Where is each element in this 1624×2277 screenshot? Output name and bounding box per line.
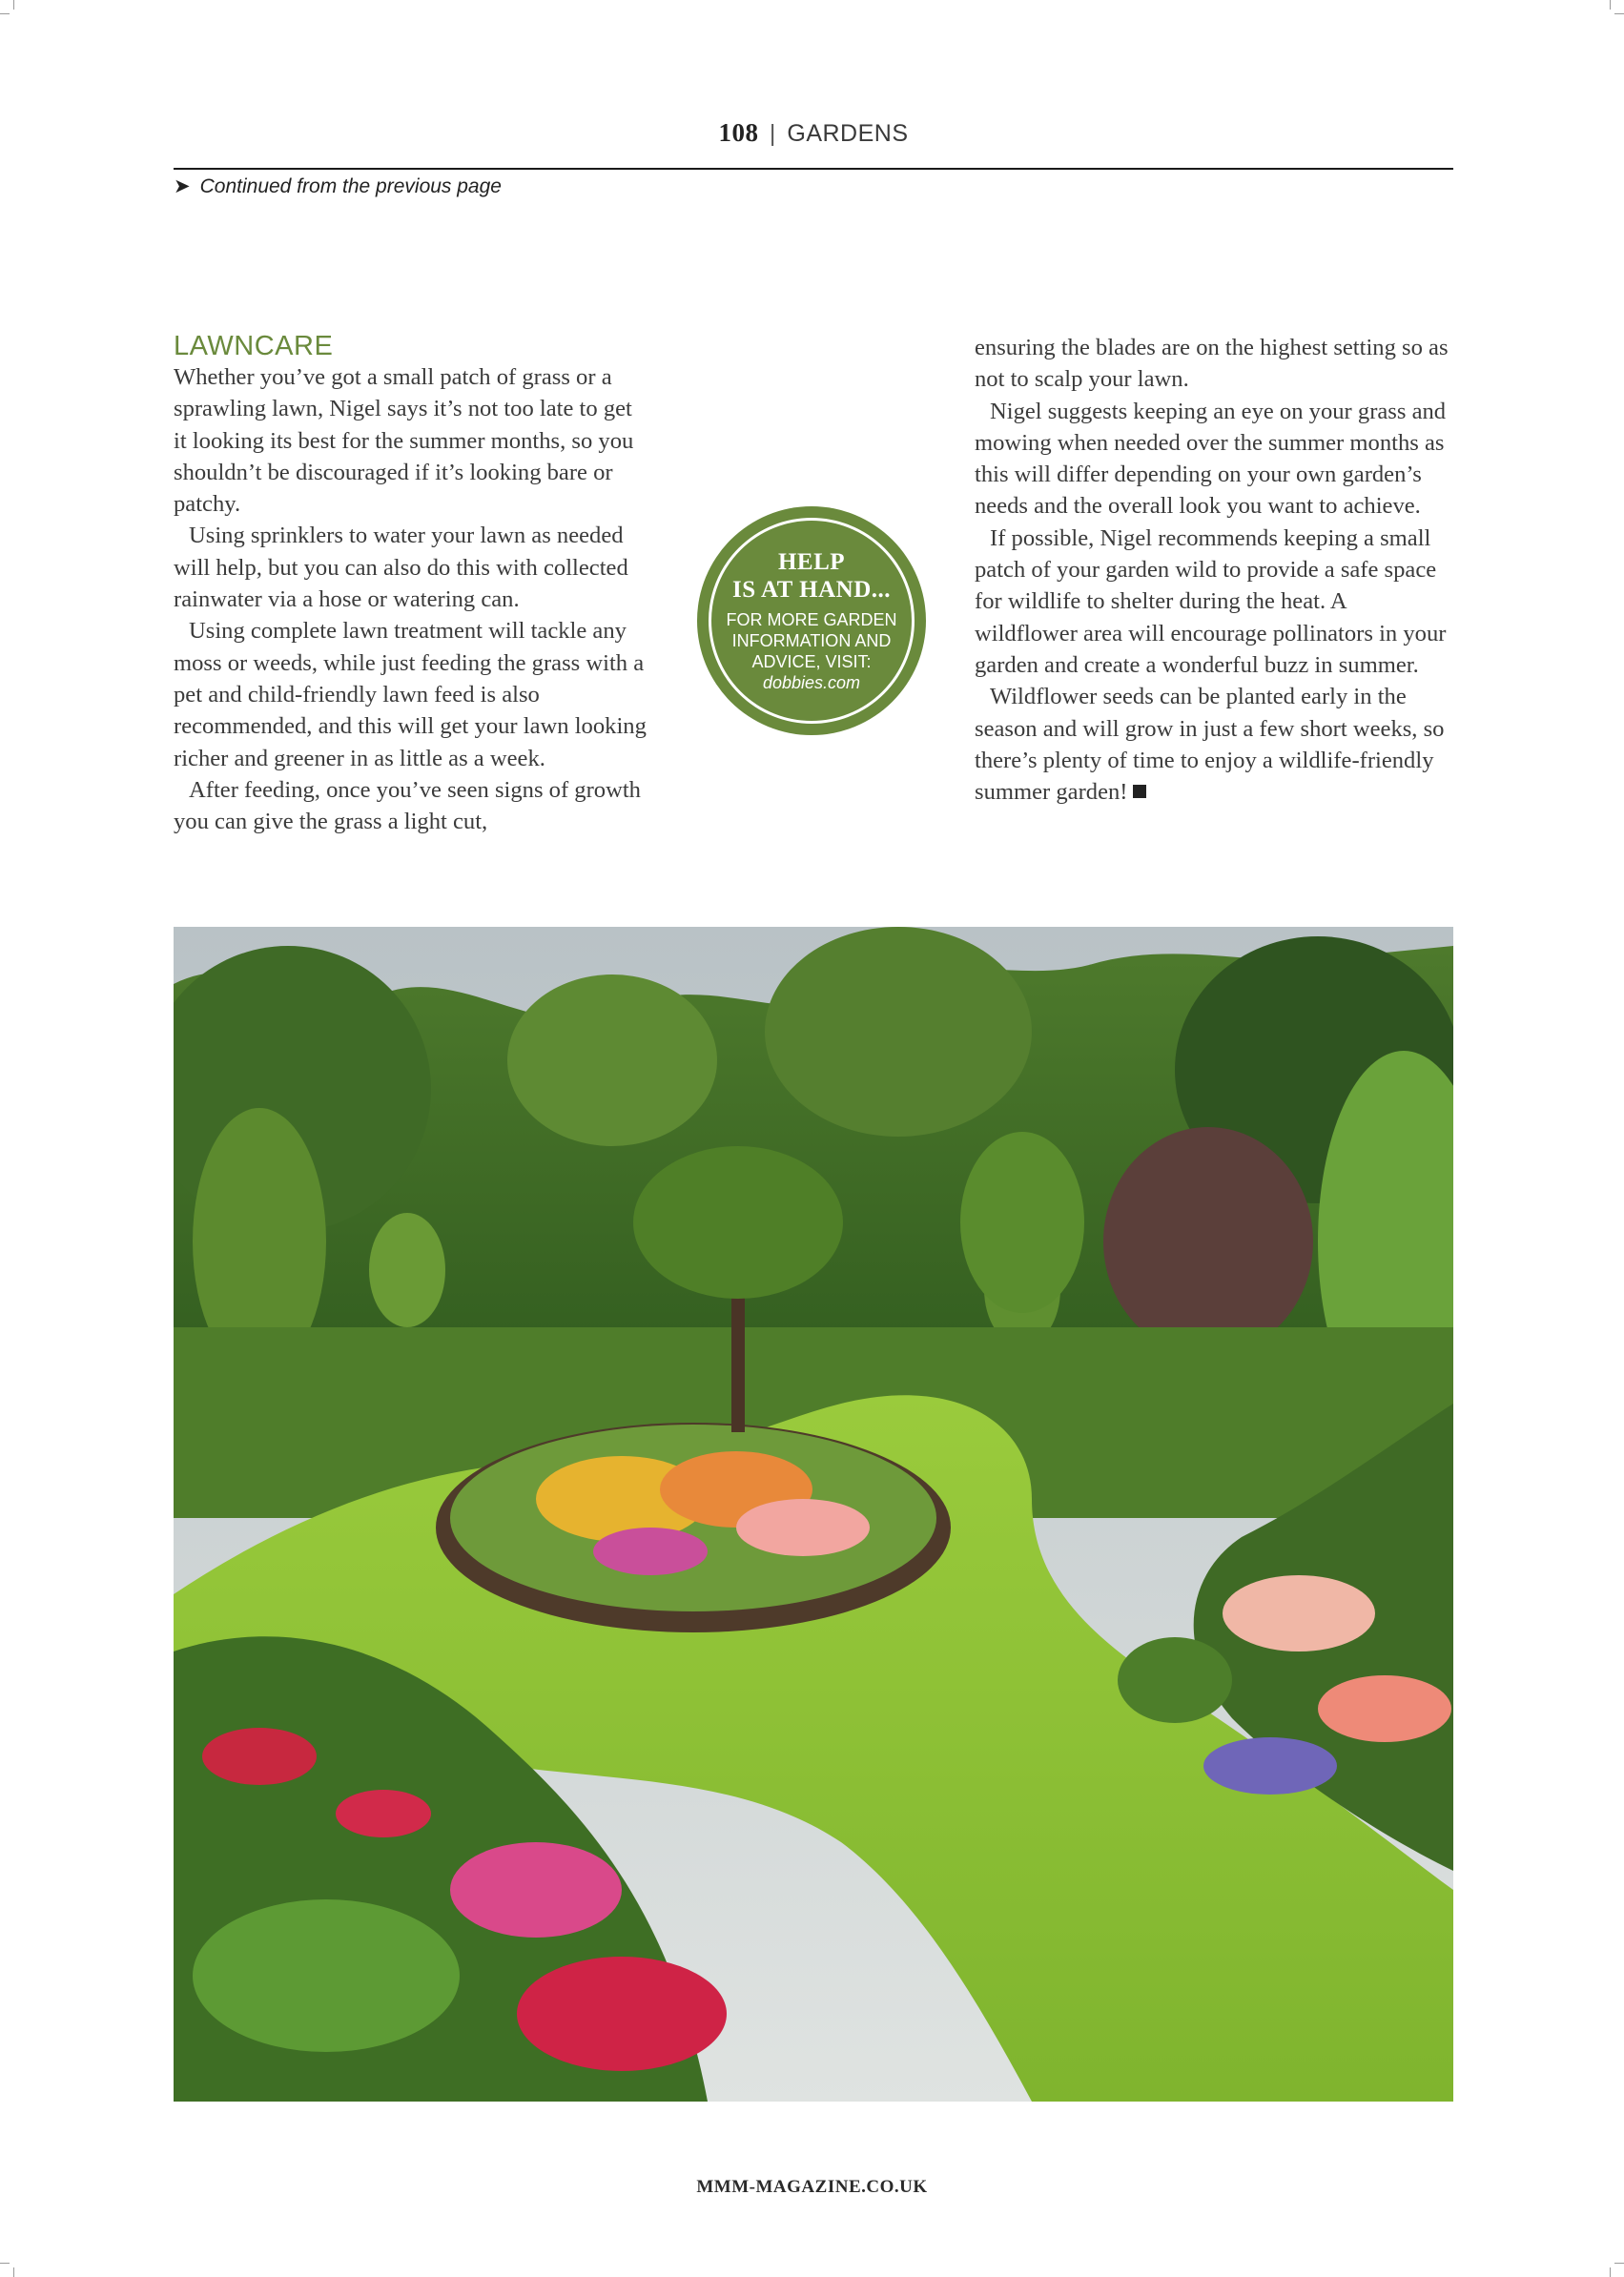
badge-title-line: IS AT HAND... [731,577,892,603]
paragraph: If possible, Nigel recommends keeping a small patch of your garden wild to provide a safe space for wildlife to shelter during the heat. A wildflower area will encourage pollinators in your garden and create a wonderful buzz in summer. [975,524,1447,678]
crop-mark [13,0,14,10]
right-column [975,332,1453,808]
badge-content [697,548,926,693]
paragraph-text: Wildflower seeds can be planted early in the season and will grow in just a few short weeks, so there’s plenty of time to enjoy a wildlife-friendly summer garden! [975,684,1445,806]
continued-text: Continued from the previous page [199,175,502,197]
garden-photo [174,927,1453,2102]
badge-subtitle-line: INFORMATION AND [731,631,892,650]
paragraph: Whether you’ve got a small patch of grass or a sprawling lawn, Nigel says it’s not too late to get it looking its best for the summer months, so you shouldn’t be discouraged if it’s looking bare or patchy. [174,364,634,518]
paragraph: Using complete lawn treatment will tackle any moss or weeds, while just feeding the grass with a pet and child-friendly lawn feed is also recommended, and this will get your lawn looking richer and greener in as little as a week. [174,618,647,771]
continued-note [174,174,502,198]
article-heading: LAWNCARE [174,331,334,361]
help-badge [697,506,926,735]
section-title: GARDENS [787,120,909,147]
paragraph [975,681,1453,808]
badge-title-line: HELP [777,549,846,575]
badge-subtitle-line: ADVICE, VISIT: [751,652,872,671]
crop-mark [13,2267,14,2277]
badge-url: dobbies.com [762,673,861,692]
crop-mark [1614,13,1624,14]
page-number: 108 [718,118,759,147]
footer-url: MMM-MAGAZINE.CO.UK [696,2177,928,2197]
crop-mark [1610,0,1611,10]
garden-illustration [174,927,1453,2102]
crop-mark [0,13,10,14]
badge-subtitle-line: FOR MORE GARDEN [726,610,897,629]
crop-mark [0,2263,10,2264]
end-mark-icon [1133,785,1146,798]
page-header [174,118,1453,148]
header-rule [174,168,1453,170]
left-column [174,329,650,837]
arrow-icon: ➤ [174,175,191,197]
paragraph: ensuring the blades are on the highest setting so as not to scalp your lawn. [975,335,1449,393]
crop-mark [1614,2263,1624,2264]
paragraph: After feeding, once you’ve seen signs of growth you can give the grass a light cut, [174,776,641,835]
header-separator: | [769,120,776,147]
crop-mark [1610,2267,1611,2277]
paragraph: Using sprinklers to water your lawn as needed will help, but you can also do this with collected rainwater via a hose or watering can. [174,523,628,613]
paragraph: Nigel suggests keeping an eye on your grass and mowing when needed over the summer months as this will differ depending on your own garden’s needs and the overall look you want to achieve. [975,398,1447,520]
